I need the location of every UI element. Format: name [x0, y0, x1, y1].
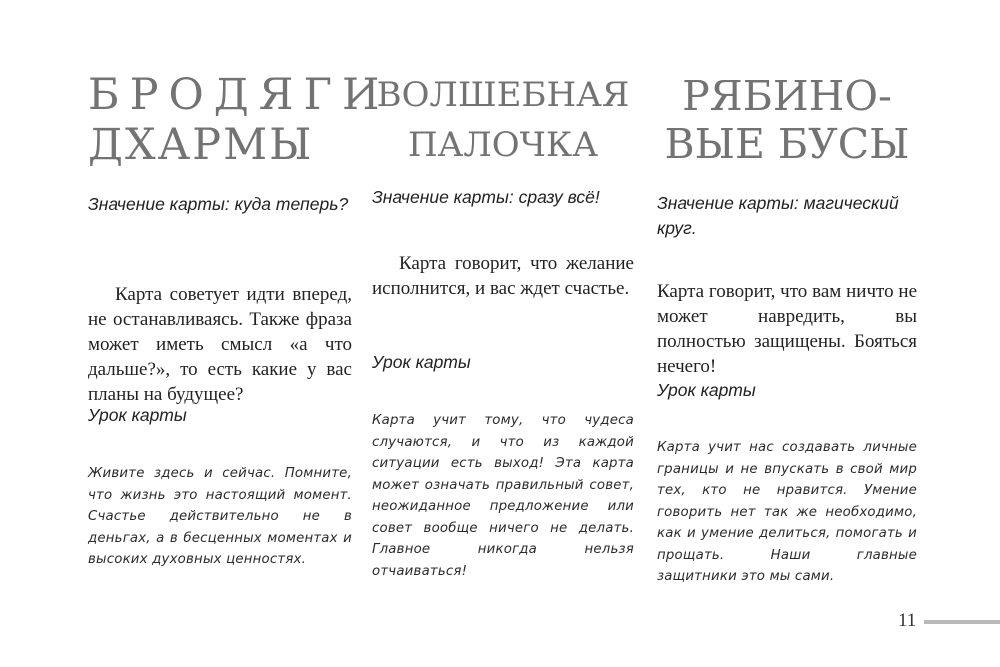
lesson-text: Карта учит нас создавать личные границы и не впускать в свой мир тех, кто не нравится. Умение говорить нет так же необходимо, как и умение делиться, помогать и прощать. Наши главные защитники это мы сами. — [657, 440, 917, 585]
page-number-rule — [924, 620, 1000, 624]
lesson-heading: Урок карты — [657, 380, 756, 400]
lesson-heading: Урок карты — [372, 352, 471, 372]
card-title — [657, 72, 917, 168]
card-title-line-1: БРОДЯГИ — [88, 70, 390, 120]
card-title — [372, 70, 634, 170]
card-meaning: Значение карты: сразу всё! — [372, 187, 600, 207]
card-title-line-2: ВЫЕ БУСЫ — [664, 120, 910, 168]
card-title-line-2: ПАЛОЧКА — [408, 125, 598, 165]
lesson-heading: Урок карты — [88, 405, 187, 425]
card-title-line-1: ВОЛШЕБНАЯ — [376, 75, 630, 115]
card-description: Карта говорит, что вам ничто не может навредить, вы полностью защищены. Бояться нечего! — [657, 281, 917, 377]
card-meaning: Значение карты: куда теперь? — [88, 194, 349, 214]
card-title — [88, 70, 390, 170]
card-title-line-1: РЯБИНО- — [682, 72, 892, 120]
lesson-text: Карта учит тому, что чудеса случаются, и что из каждой ситуации есть выход! Эта карта может означать правильный совет, неожиданное предложение или совет вообще ничего не делать. Главное никогда нельзя отчаиваться! — [372, 413, 634, 579]
card-description: Карта говорит, что желание исполнится, и вас ждет счастье. — [372, 253, 634, 299]
lesson-text: Живите здесь и сейчас. Помните, что жизнь это настоящий момент. Счастье действительно не в деньгах, а в бесценных моментах и высоких духовных ценностях. — [88, 466, 352, 568]
page-number: 11 — [898, 610, 917, 631]
card-description: Карта советует идти вперед, не останавливаясь. Также фраза может иметь смысл «а что дальше?», то есть какие у вас планы на будущее? — [88, 284, 352, 405]
card-meaning: Значение карты: магический круг. — [657, 193, 899, 238]
card-title-line-2: ДХАРМЫ — [88, 120, 314, 170]
